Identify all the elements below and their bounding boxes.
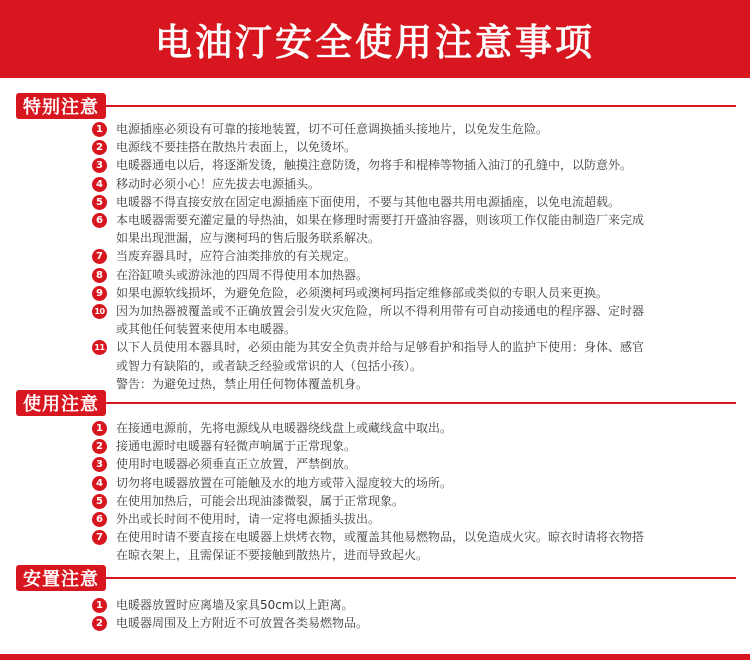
item-text: 电源线不要挂搭在散热片表面上，以免烫坏。 bbox=[116, 140, 357, 155]
number-badge: 1 bbox=[92, 122, 107, 137]
item-text: 本电暖器需要充灌定量的导热油，如果在修理时需要打开盛油容器，则该项工作仅能由制造厂来完成 bbox=[116, 213, 645, 228]
section-divider bbox=[106, 577, 736, 579]
list-item bbox=[92, 120, 730, 138]
list-item bbox=[92, 247, 730, 265]
number-badge: 4 bbox=[92, 177, 107, 192]
number-badge: 5 bbox=[92, 195, 107, 210]
section-label-usage: 使用注意 bbox=[16, 390, 106, 416]
item-text: 在晾衣架上，且需保证不要接触到散热片，进而导致起火。 bbox=[116, 548, 429, 563]
item-text: 因为加热器被覆盖或不正确放置会引发火灾危险，所以不得利用带有可自动接通电的程序器、定时器 bbox=[116, 304, 645, 319]
item-text: 以下人员使用本器具时，必须由能为其安全负责并给与足够看护和指导人的监护下使用：身体、感官 bbox=[116, 340, 645, 355]
section-special bbox=[0, 93, 750, 119]
number-badge: 4 bbox=[92, 476, 107, 491]
item-text: 电暖器周围及上方附近不可放置各类易燃物品。 bbox=[116, 616, 369, 631]
list-item bbox=[92, 492, 730, 510]
number-badge: 11 bbox=[92, 340, 107, 355]
section-divider bbox=[106, 402, 736, 404]
item-text: 如果电源软线损坏，为避免危险，必须澳柯玛或澳柯玛指定维修部或类似的专职人员来更换。 bbox=[116, 285, 609, 300]
item-text: 当废弃器具时，应符合油类排放的有关规定。 bbox=[116, 249, 357, 264]
number-badge: 9 bbox=[92, 286, 107, 301]
list-item bbox=[92, 338, 730, 374]
number-badge: 5 bbox=[92, 494, 107, 509]
item-text: 电暖器放置时应离墙及家具50cm以上距离。 bbox=[116, 598, 354, 612]
list-item bbox=[92, 175, 730, 193]
number-badge: 7 bbox=[92, 249, 107, 264]
item-text: 在使用加热后，可能会出现油漆微裂，属于正常现象。 bbox=[116, 493, 405, 508]
list-usage bbox=[92, 419, 730, 565]
item-text: 切勿将电暖器放置在可能触及水的地方或带入湿度较大的场所。 bbox=[116, 475, 453, 490]
list-item bbox=[92, 266, 730, 284]
list-item bbox=[92, 193, 730, 211]
item-text: 电暖器不得直接安放在固定电源插座下面使用，不要与其他电器共用电源插座，以免电流超载。 bbox=[116, 194, 621, 209]
number-badge: 1 bbox=[92, 421, 107, 436]
list-item bbox=[92, 138, 730, 156]
item-text: 电暖器通电以后，将逐渐发烫，触摸注意防烫，勿将手和棍棒等物插入油汀的孔缝中，以防意外。 bbox=[116, 158, 633, 173]
item-text: 外出或长时间不使用时，请一定将电源插头拔出。 bbox=[116, 512, 381, 527]
list-item bbox=[92, 284, 730, 302]
warning-text: 警告：为避免过热，禁止用任何物体覆盖机身。 bbox=[116, 376, 369, 391]
section-install bbox=[0, 565, 750, 591]
list-item bbox=[92, 596, 730, 614]
number-badge: 6 bbox=[92, 213, 107, 228]
item-text: 在接通电源前，先将电源线从电暖器绕线盘上或藏线盒中取出。 bbox=[116, 421, 453, 435]
number-badge: 3 bbox=[92, 158, 107, 173]
number-badge: 7 bbox=[92, 530, 107, 545]
number-badge: 2 bbox=[92, 140, 107, 155]
item-text: 使用时电暖器必须垂直正立放置，严禁倒放。 bbox=[116, 457, 357, 472]
section-header-install bbox=[0, 565, 750, 591]
bottom-bar bbox=[0, 654, 750, 660]
number-badge: 1 bbox=[92, 598, 107, 613]
list-item bbox=[92, 419, 730, 437]
page-title: 电油汀安全使用注意事项 bbox=[155, 21, 595, 64]
list-item bbox=[92, 455, 730, 473]
list-special bbox=[92, 120, 730, 393]
item-text: 在浴缸喷头或游泳池的四周不得使用本加热器。 bbox=[116, 267, 369, 282]
item-text: 如果出现泄漏，应与澳柯玛的售后服务联系解决。 bbox=[116, 231, 381, 246]
list-item bbox=[92, 510, 730, 528]
list-item bbox=[92, 528, 730, 564]
number-badge: 2 bbox=[92, 616, 107, 631]
list-item bbox=[92, 474, 730, 492]
number-badge: 6 bbox=[92, 512, 107, 527]
item-text: 或智力有缺陷的，或者缺乏经验或常识的人（包括小孩）。 bbox=[116, 358, 423, 373]
section-usage bbox=[0, 390, 750, 416]
list-item bbox=[92, 302, 730, 338]
number-badge: 3 bbox=[92, 457, 107, 472]
section-header-special bbox=[0, 93, 750, 119]
title-banner bbox=[0, 0, 750, 78]
number-badge: 10 bbox=[92, 304, 107, 319]
list-item bbox=[92, 437, 730, 455]
section-header-usage bbox=[0, 390, 750, 416]
item-text: 或其他任何装置来使用本电暖器。 bbox=[116, 322, 297, 337]
number-badge: 8 bbox=[92, 268, 107, 283]
number-badge: 2 bbox=[92, 439, 107, 454]
section-divider bbox=[106, 105, 736, 107]
item-text: 接通电源时电暖器有轻微声响属于正常现象。 bbox=[116, 439, 357, 454]
item-text: 在使用时请不要直接在电暖器上烘烤衣物，或覆盖其他易燃物品，以免造成火灾。晾衣时请将衣物搭 bbox=[116, 530, 645, 545]
list-item bbox=[92, 211, 730, 247]
list-install bbox=[92, 596, 730, 632]
list-item bbox=[92, 614, 730, 632]
item-text: 移动时必须小心！应先拔去电源插头。 bbox=[116, 176, 321, 191]
list-item bbox=[92, 156, 730, 174]
section-label-install: 安置注意 bbox=[16, 565, 106, 591]
section-label-special: 特别注意 bbox=[16, 93, 106, 119]
item-text: 电源插座必须设有可靠的接地装置，切不可任意调换插头接地片，以免发生危险。 bbox=[116, 122, 549, 136]
